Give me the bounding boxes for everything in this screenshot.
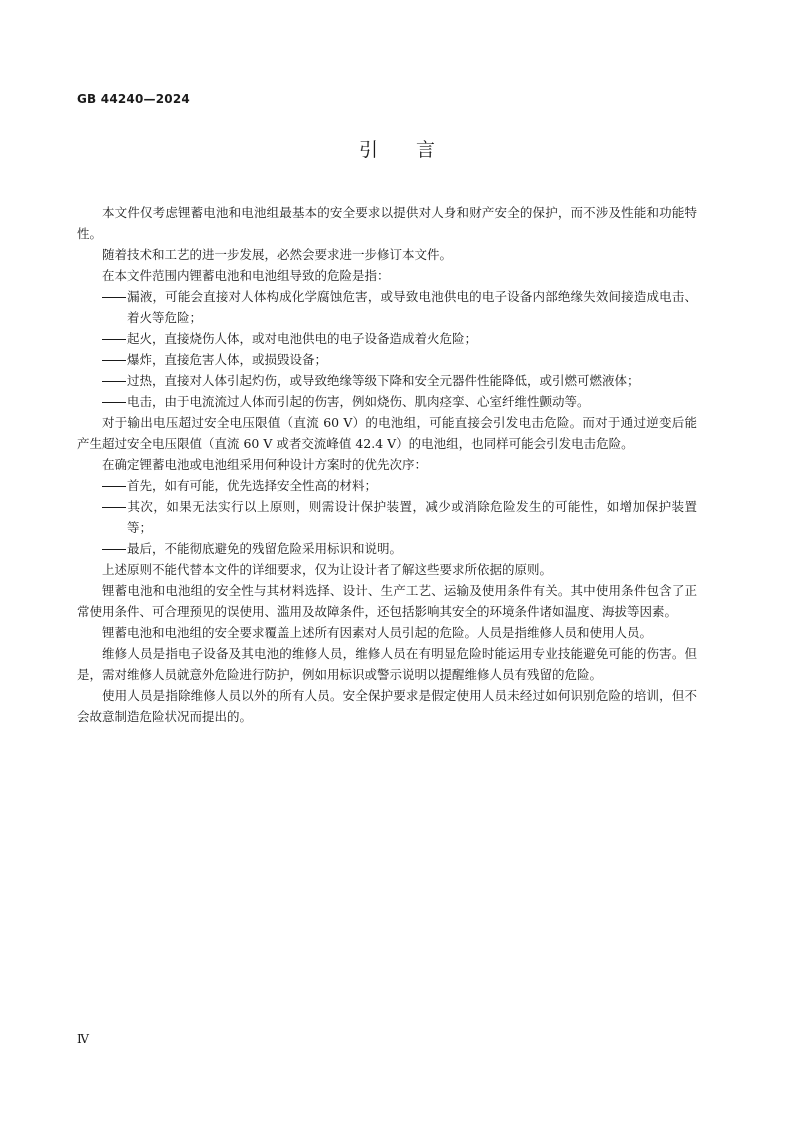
hazard-text: 起火，直接烧伤人体，或对电池供电的电子设备造成着火危险； [127,331,478,346]
priority-text: 其次，如果无法实行以上原则，则需设计保护装置，减少或消除危险发生的可能性，如增加保护装置等； [127,499,697,535]
standard-code: GB 44240—2024 [77,92,190,106]
hazard-text: 电击，由于电流流过人体而引起的伤害，例如烧伤、肌肉痉挛、心室纤维性颤动等。 [127,394,590,409]
paragraph-voltage: 对于输出电压超过安全电压限值（直流 60 V）的电池组，可能直接会引发电击危险。而对于通过逆变后能产生超过安全电压限值（直流 60 V 或者交流峰值 42.4 V）的电池组，也同样可能会引发电击危险。 [77,415,697,451]
dash-bullet-icon [102,538,127,559]
paragraph-users: 使用人员是指除维修人员以外的所有人员。安全保护要求是假定使用人员未经过如何识别危险的培训，但不会故意制造危险状况而提出的。 [77,688,697,724]
dash-bullet-icon [102,475,127,496]
hazard-text: 过热，直接对人体引起灼伤，或导致绝缘等级下降和安全元器件性能降低，或引燃可燃液体； [127,373,640,388]
paragraph-hazards-intro: 在本文件范围内锂蓄电池和电池组导致的危险是指： [102,268,390,283]
dash-bullet-icon [102,328,127,349]
list-item-hazard [77,349,697,370]
priority-text: 首先，如有可能，优先选择安全性高的材料； [127,478,378,493]
dash-bullet-icon [102,370,127,391]
paragraph-scope: 本文件仅考虑锂蓄电池和电池组最基本的安全要求以提供对人身和财产安全的保护，而不涉及性能和功能特性。 [77,205,697,241]
list-item-hazard [77,370,697,391]
list-item-priority [77,496,697,538]
paragraph-personnel: 锂蓄电池和电池组的安全要求覆盖上述所有因素对人员引起的危险。人员是指维修人员和使用人员。 [102,625,653,640]
list-item-hazard [77,391,697,412]
priority-text: 最后，不能彻底避免的残留危险采用标识和说明。 [127,541,403,556]
dash-bullet-icon [102,496,127,517]
paragraph-service-personnel: 维修人员是指电子设备及其电池的维修人员，维修人员在有明显危险时能运用专业技能避免可能的伤害。但是，需对维修人员就意外危险进行防护，例如用标识或警示说明以提醒维修人员有残留的危险。 [77,646,697,682]
paragraph-principles: 上述原则不能代替本文件的详细要求，仅为让设计者了解这些要求所依据的原则。 [102,562,553,577]
paragraph-priority-intro: 在确定锂蓄电池或电池组采用何种设计方案时的优先次序： [102,457,428,472]
paragraph-revision: 随着技术和工艺的进一步发展，必然会要求进一步修订本文件。 [102,247,453,262]
paragraph-factors: 锂蓄电池和电池组的安全性与其材料选择、设计、生产工艺、运输及使用条件有关。其中使用条件包含了正常使用条件、可合理预见的误使用、滥用及故障条件，还包括影响其安全的环境条件诸如温度、海拔等因素。 [77,583,697,619]
list-item-hazard [77,328,697,349]
dash-bullet-icon [102,391,127,412]
list-item-priority [77,538,697,559]
list-item-priority [77,475,697,496]
page-title: 引言 [358,139,473,161]
page-number: Ⅳ [77,1032,89,1046]
hazard-text: 漏液，可能会直接对人体构成化学腐蚀危害，或导致电池供电的电子设备内部绝缘失效间接造成电击、着火等危险； [127,289,697,325]
list-item-hazard [77,286,697,328]
hazard-text: 爆炸，直接危害人体，或损毁设备； [127,352,328,367]
dash-bullet-icon [102,286,127,307]
dash-bullet-icon [102,349,127,370]
document-body [77,202,697,727]
